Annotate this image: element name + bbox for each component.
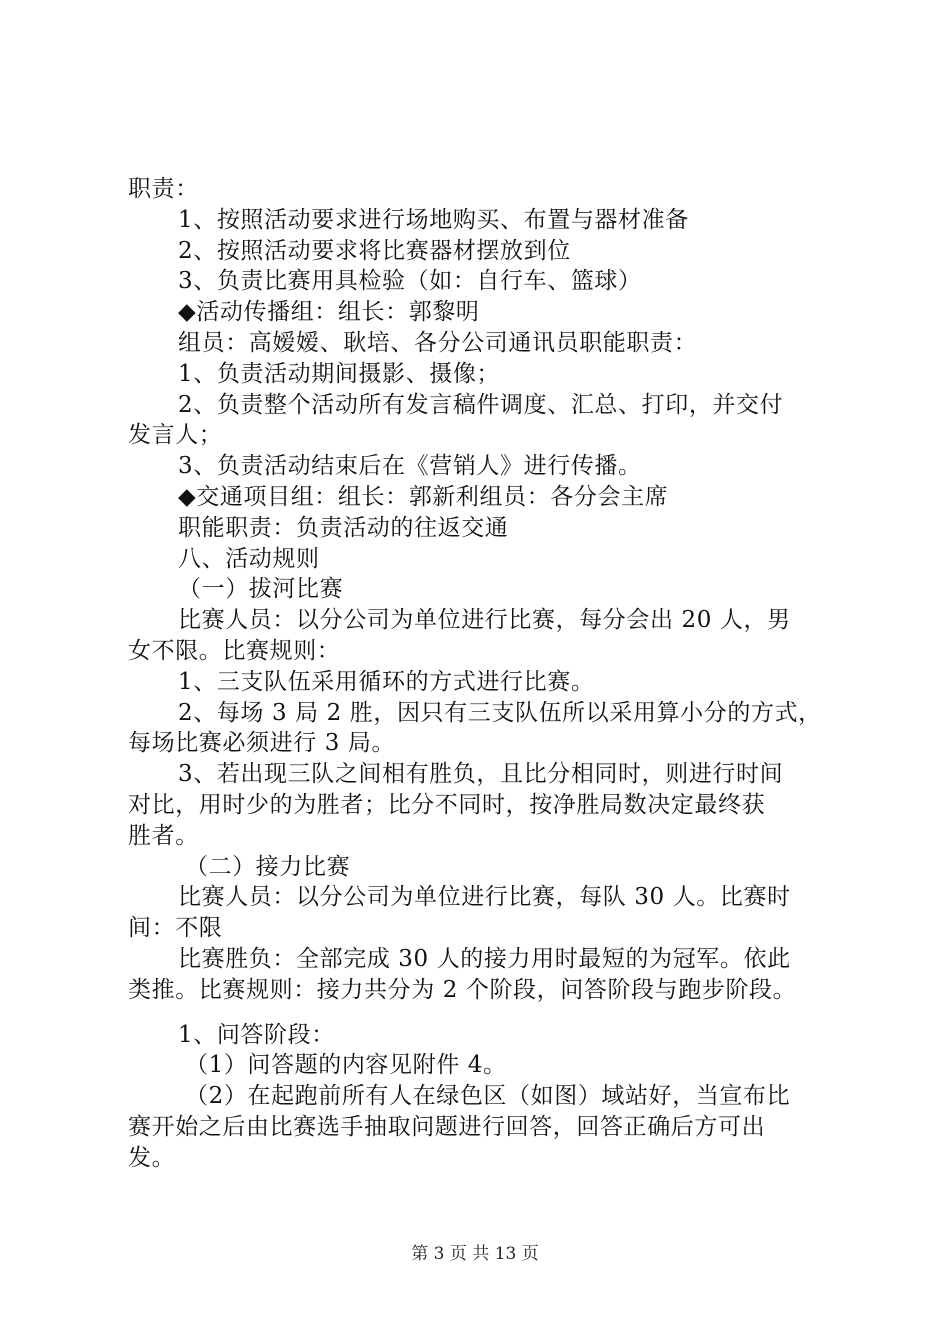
text-line: （2）在起跑前所有人在绿色区（如图）域站好，当宣布比 — [185, 1083, 791, 1110]
subsection-heading: （一）拔河比赛 — [178, 576, 344, 603]
text-line: 发言人； — [128, 422, 223, 449]
text-line: 发。 — [128, 1144, 176, 1171]
paragraph-gap — [128, 1006, 828, 1020]
text-line: 比赛人员：以分公司为单位进行比赛，每分会出 20 人，男 — [178, 607, 791, 634]
text-line: 2、按照活动要求将比赛器材摆放到位 — [178, 237, 571, 264]
text-line: 职能职责：负责活动的往返交通 — [178, 514, 509, 541]
text-line: 3、若出现三队之间相有胜负，且比分相同时，则进行时间 — [178, 761, 784, 788]
text-line: 女不限。比赛规则： — [128, 637, 341, 664]
text-line: 1、问答阶段： — [178, 1021, 335, 1048]
text-line: 类推。比赛规则：接力共分为 2 个阶段，问答阶段与跑步阶段。 — [128, 976, 797, 1003]
section-heading: 八、活动规则 — [178, 545, 320, 572]
text-line: 2、每场 3 局 2 胜，因只有三支队伍所以采用算小分的方式， — [178, 699, 822, 726]
subsection-heading: （二）接力比赛 — [185, 853, 351, 880]
text-line: ◆活动传播组：组长：郭黎明 — [178, 299, 480, 326]
text-line: ◆交通项目组：组长：郭新利组员：各分会主席 — [178, 483, 669, 510]
text-line: 比赛人员：以分公司为单位进行比赛，每队 30 人。比赛时 — [178, 884, 791, 911]
page-number-footer: 第 3 页 共 13 页 — [411, 1244, 539, 1264]
document-body — [128, 174, 828, 1174]
text-line: 职责： — [128, 176, 199, 202]
text-line: （1）问答题的内容见附件 4。 — [185, 1052, 507, 1079]
text-line: 3、负责比赛用具检验（如：自行车、篮球） — [178, 268, 642, 295]
text-line: 每场比赛必须进行 3 局。 — [128, 730, 396, 757]
text-line: 比赛胜负：全部完成 30 人的接力用时最短的为冠军。依此 — [178, 945, 791, 972]
text-line: 1、三支队伍采用循环的方式进行比赛。 — [178, 668, 595, 695]
text-line: 赛开始之后由比赛选手抽取问题进行回答，回答正确后方可出 — [128, 1113, 766, 1140]
text-line: 组员：高嫒嫒、耿培、各分公司通讯员职能职责： — [178, 329, 698, 356]
text-line: 对比，用时少的为胜者；比分不同时，按净胜局数决定最终获 — [128, 791, 766, 818]
text-line: 1、按照活动要求进行场地购买、布置与器材准备 — [178, 206, 689, 233]
text-line: 间：不限 — [128, 915, 223, 942]
text-line: 3、负责活动结束后在《营销人》进行传播。 — [178, 453, 642, 480]
text-line: 2、负责整个活动所有发言稿件调度、汇总、打印，并交付 — [178, 391, 784, 418]
text-line: 1、负责活动期间摄影、摄像； — [178, 360, 501, 387]
text-line: 胜者。 — [128, 822, 199, 849]
